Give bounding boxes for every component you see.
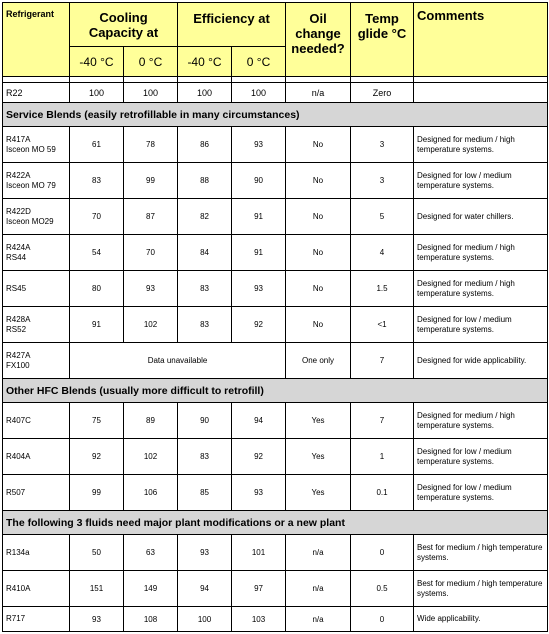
refrigerant-cell — [3, 343, 70, 379]
oil-change-cell: n/a — [286, 535, 351, 571]
refrigerant-name: R417A — [6, 134, 31, 144]
table-row — [3, 235, 548, 271]
efficiency-zero: 92 — [232, 439, 286, 475]
refrigerant-cell — [3, 439, 70, 475]
cooling-capacity-zero: 93 — [124, 271, 178, 307]
comment-cell: Designed for medium / high temperature systems. — [414, 127, 548, 163]
comment-cell: Designed for water chillers. — [414, 199, 548, 235]
comment-cell: Designed for medium / high temperature systems. — [414, 235, 548, 271]
refrigerant-name: R507 — [6, 487, 26, 497]
efficiency-zero: 101 — [232, 535, 286, 571]
efficiency-minus40: 83 — [178, 307, 232, 343]
refrigerant-cell — [3, 403, 70, 439]
header-cooling-capacity: Cooling Capacity at — [70, 3, 178, 47]
temp-glide-cell: 1.5 — [351, 271, 414, 307]
oil-change-cell: Yes — [286, 475, 351, 511]
comment-cell: Designed for low / medium temperature systems. — [414, 307, 548, 343]
header-efficiency: Efficiency at — [178, 3, 286, 47]
oil-change-cell: n/a — [286, 571, 351, 607]
refrigerant-trade-name: Isceon MO 79 — [6, 180, 56, 190]
efficiency-minus40: 84 — [178, 235, 232, 271]
table-row — [3, 535, 548, 571]
cooling-capacity-zero: 89 — [124, 403, 178, 439]
efficiency-zero: 94 — [232, 403, 286, 439]
oil-change-cell: No — [286, 235, 351, 271]
cooling-capacity-minus40: 70 — [70, 199, 124, 235]
efficiency-minus40: 83 — [178, 439, 232, 475]
temp-glide-cell: 7 — [351, 343, 414, 379]
section-title: Other HFC Blends (usually more difficult to retrofill) — [3, 379, 548, 403]
table-row — [3, 271, 548, 307]
refrigerant-cell — [3, 307, 70, 343]
cooling-capacity-minus40: 83 — [70, 163, 124, 199]
refrigerant-name: R422A — [6, 170, 31, 180]
comment-cell: Designed for low / medium temperature systems. — [414, 439, 548, 475]
refrigerant-cell — [3, 163, 70, 199]
oil-change-cell: No — [286, 271, 351, 307]
temp-glide-cell: 5 — [351, 199, 414, 235]
baseline-row — [3, 83, 548, 103]
cooling-capacity-minus40: 54 — [70, 235, 124, 271]
efficiency-minus40: 94 — [178, 571, 232, 607]
cooling-capacity-zero: 99 — [124, 163, 178, 199]
comment-cell: Wide applicability. — [414, 607, 548, 632]
refrigerant-name: R134a — [6, 547, 30, 557]
cooling-capacity-minus40: 99 — [70, 475, 124, 511]
efficiency-zero: 97 — [232, 571, 286, 607]
comment-cell: Designed for low / medium temperature systems. — [414, 475, 548, 511]
table-body — [3, 3, 548, 632]
oil-change-cell: Yes — [286, 439, 351, 475]
temp-glide-cell: 0.5 — [351, 571, 414, 607]
efficiency-zero: 91 — [232, 199, 286, 235]
oil-change-cell: n/a — [286, 607, 351, 632]
oil-change-cell: No — [286, 127, 351, 163]
efficiency-zero: 93 — [232, 271, 286, 307]
efficiency-zero: 92 — [232, 307, 286, 343]
cooling-capacity-zero: 78 — [124, 127, 178, 163]
comment-cell: Designed for wide applicability. — [414, 343, 548, 379]
refrigerant-trade-name: Isceon MO 59 — [6, 144, 56, 154]
refrigerant-name: R410A — [6, 583, 31, 593]
cooling-capacity-minus40: 93 — [70, 607, 124, 632]
efficiency-minus40: 93 — [178, 535, 232, 571]
table-row — [3, 439, 548, 475]
section-title: Service Blends (easily retrofillable in many circumstances) — [3, 103, 548, 127]
oil-change-cell: No — [286, 307, 351, 343]
refrigerant-comparison-table — [2, 2, 548, 632]
refrigerant-cell — [3, 199, 70, 235]
cooling-capacity-minus40: 151 — [70, 571, 124, 607]
refrigerant-cell — [3, 607, 70, 632]
header-oil-change: Oil change needed? — [286, 3, 351, 77]
table-row — [3, 343, 548, 379]
efficiency-minus40: 83 — [178, 271, 232, 307]
baseline-glide: Zero — [351, 83, 414, 103]
efficiency-minus40: 90 — [178, 403, 232, 439]
section-header-row — [3, 103, 548, 127]
table-row — [3, 475, 548, 511]
oil-change-cell: Yes — [286, 403, 351, 439]
refrigerant-cell — [3, 271, 70, 307]
section-title: The following 3 fluids need major plant modifications or a new plant — [3, 511, 548, 535]
header-temp-glide: Temp glide °C — [351, 3, 414, 77]
temp-glide-cell: 1 — [351, 439, 414, 475]
comment-cell: Designed for medium / high temperature systems. — [414, 271, 548, 307]
table-row — [3, 199, 548, 235]
data-unavailable-cell: Data unavailable — [70, 343, 286, 379]
cooling-capacity-zero: 149 — [124, 571, 178, 607]
refrigerant-cell — [3, 235, 70, 271]
refrigerant-name: R424A — [6, 242, 31, 252]
efficiency-zero: 91 — [232, 235, 286, 271]
refrigerant-name: R428A — [6, 314, 31, 324]
refrigerant-cell — [3, 571, 70, 607]
header-ef-minus40: -40 °C — [178, 47, 232, 77]
refrigerant-trade-name: RS52 — [6, 324, 27, 334]
temp-glide-cell: 3 — [351, 163, 414, 199]
efficiency-zero: 93 — [232, 475, 286, 511]
cooling-capacity-minus40: 61 — [70, 127, 124, 163]
refrigerant-cell — [3, 535, 70, 571]
cooling-capacity-zero: 63 — [124, 535, 178, 571]
refrigerant-trade-name: Isceon MO29 — [6, 216, 54, 226]
efficiency-zero: 90 — [232, 163, 286, 199]
refrigerant-name: R404A — [6, 451, 31, 461]
refrigerant-cell — [3, 475, 70, 511]
refrigerant-trade-name: RS44 — [6, 252, 27, 262]
baseline-oil: n/a — [286, 83, 351, 103]
refrigerant-name: R717 — [6, 614, 26, 623]
comment-cell: Designed for low / medium temperature systems. — [414, 163, 548, 199]
temp-glide-cell: 0.1 — [351, 475, 414, 511]
refrigerant-trade-name: FX100 — [6, 360, 30, 370]
refrigerant-comparison-table-container — [2, 2, 547, 632]
temp-glide-cell: 4 — [351, 235, 414, 271]
cooling-capacity-zero: 102 — [124, 439, 178, 475]
refrigerant-name: R422D — [6, 206, 31, 216]
refrigerant-name: R407C — [6, 415, 31, 425]
temp-glide-cell: 0 — [351, 535, 414, 571]
cooling-capacity-minus40: 75 — [70, 403, 124, 439]
comment-cell: Best for medium / high temperature systems. — [414, 535, 548, 571]
baseline-ef-zero: 100 — [232, 83, 286, 103]
oil-change-cell: No — [286, 163, 351, 199]
efficiency-minus40: 100 — [178, 607, 232, 632]
table-row — [3, 571, 548, 607]
efficiency-minus40: 88 — [178, 163, 232, 199]
table-row — [3, 607, 548, 632]
baseline-cc-minus40: 100 — [70, 83, 124, 103]
table-row — [3, 403, 548, 439]
oil-change-cell: No — [286, 199, 351, 235]
header-row-top — [3, 3, 548, 47]
cooling-capacity-minus40: 91 — [70, 307, 124, 343]
temp-glide-cell: <1 — [351, 307, 414, 343]
oil-change-cell: One only — [286, 343, 351, 379]
refrigerant-cell — [3, 127, 70, 163]
baseline-cc-zero: 100 — [124, 83, 178, 103]
baseline-comment — [414, 83, 548, 103]
table-row — [3, 307, 548, 343]
baseline-name: R22 — [3, 83, 70, 103]
efficiency-zero: 103 — [232, 607, 286, 632]
efficiency-minus40: 85 — [178, 475, 232, 511]
cooling-capacity-minus40: 50 — [70, 535, 124, 571]
section-header-row — [3, 379, 548, 403]
header-comments: Comments — [414, 3, 548, 77]
efficiency-minus40: 82 — [178, 199, 232, 235]
header-ef-zero: 0 °C — [232, 47, 286, 77]
efficiency-zero: 93 — [232, 127, 286, 163]
header-refrigerant: Refrigerant — [3, 3, 70, 77]
refrigerant-name: R427A — [6, 350, 31, 360]
comment-cell: Best for medium / high temperature systems. — [414, 571, 548, 607]
baseline-ef-minus40: 100 — [178, 83, 232, 103]
cooling-capacity-zero: 87 — [124, 199, 178, 235]
header-cc-zero: 0 °C — [124, 47, 178, 77]
efficiency-minus40: 86 — [178, 127, 232, 163]
cooling-capacity-zero: 106 — [124, 475, 178, 511]
cooling-capacity-minus40: 92 — [70, 439, 124, 475]
cooling-capacity-minus40: 80 — [70, 271, 124, 307]
table-row — [3, 163, 548, 199]
section-header-row — [3, 511, 548, 535]
temp-glide-cell: 7 — [351, 403, 414, 439]
cooling-capacity-zero: 102 — [124, 307, 178, 343]
temp-glide-cell: 3 — [351, 127, 414, 163]
temp-glide-cell: 0 — [351, 607, 414, 632]
comment-cell: Designed for medium / high temperature systems. — [414, 403, 548, 439]
cooling-capacity-zero: 70 — [124, 235, 178, 271]
refrigerant-name: RS45 — [6, 283, 27, 293]
cooling-capacity-zero: 108 — [124, 607, 178, 632]
header-cc-minus40: -40 °C — [70, 47, 124, 77]
table-row — [3, 127, 548, 163]
